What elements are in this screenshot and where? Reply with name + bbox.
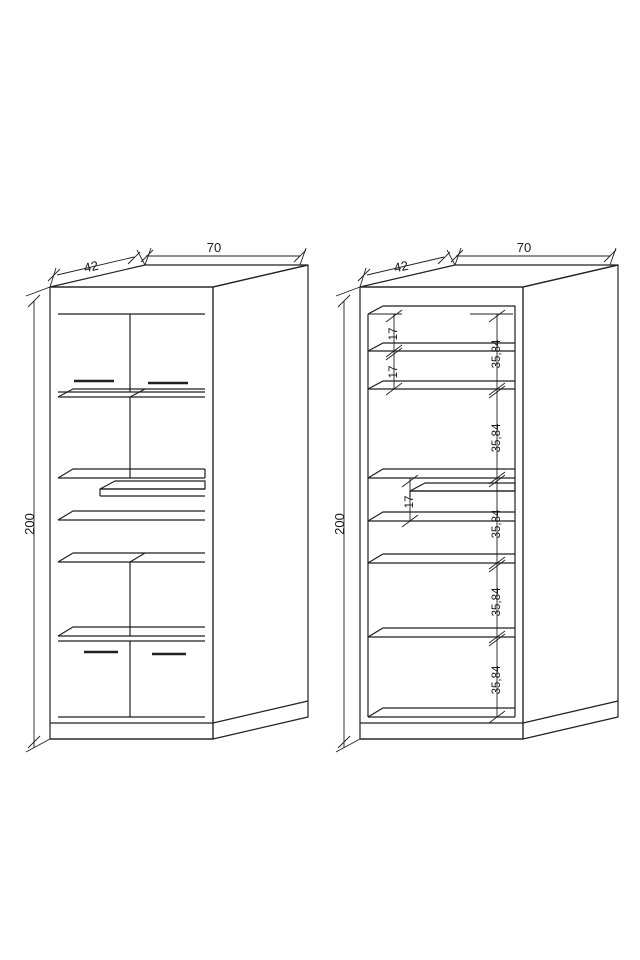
left-depth-ext-2 (137, 250, 145, 265)
gap-3584-c-label: 35,84 (491, 509, 503, 539)
right-shelf-6-depth (368, 628, 515, 637)
left-dimensions (26, 248, 306, 752)
right-height-ext-bottom (336, 739, 360, 752)
left-width-label: 70 (206, 240, 222, 255)
left-shelf-3-depth (58, 511, 205, 520)
gap-3584-d-label: 35,84 (491, 587, 503, 617)
right-side-face (523, 265, 618, 739)
left-front-face (50, 287, 213, 739)
right-shelf-3-depth (368, 469, 515, 478)
gap-3584-b-label: 35,84 (491, 423, 503, 453)
right-width-label: 70 (516, 240, 532, 255)
right-shelf-7-depth (368, 708, 515, 717)
right-pullout-tray (410, 483, 515, 491)
gap-17-b-label: 17 (388, 365, 400, 379)
gap-17-a-label: 17 (388, 327, 400, 341)
left-height-label: 200 (22, 513, 37, 535)
right-interior-top (368, 306, 515, 314)
left-shelf-2-depth (58, 469, 205, 478)
left-shelf-5-depth (58, 627, 205, 636)
right-shelf-5-depth (368, 554, 515, 563)
left-height-ext-bottom (26, 739, 50, 752)
left-side-face (213, 265, 308, 739)
gap-3584-e-label: 35,84 (491, 665, 503, 695)
right-height-label: 200 (332, 513, 347, 535)
right-depth-ext-2 (447, 250, 455, 265)
right-shelf-2-depth (368, 381, 515, 389)
right-depth-label: 42 (392, 257, 410, 276)
gap-17-c-label: 17 (404, 495, 416, 509)
right-height-ext-top (336, 287, 360, 296)
gap-3584-a-label: 35,84 (491, 339, 503, 369)
right-dimensions (336, 248, 616, 752)
left-divider-lower-depth (130, 553, 145, 562)
left-height-ext-top (26, 287, 50, 296)
left-pullout-tray (100, 481, 205, 489)
left-cabinet-view (50, 265, 308, 739)
left-divider-upper-depth (130, 389, 145, 397)
left-depth-label: 42 (82, 257, 100, 276)
